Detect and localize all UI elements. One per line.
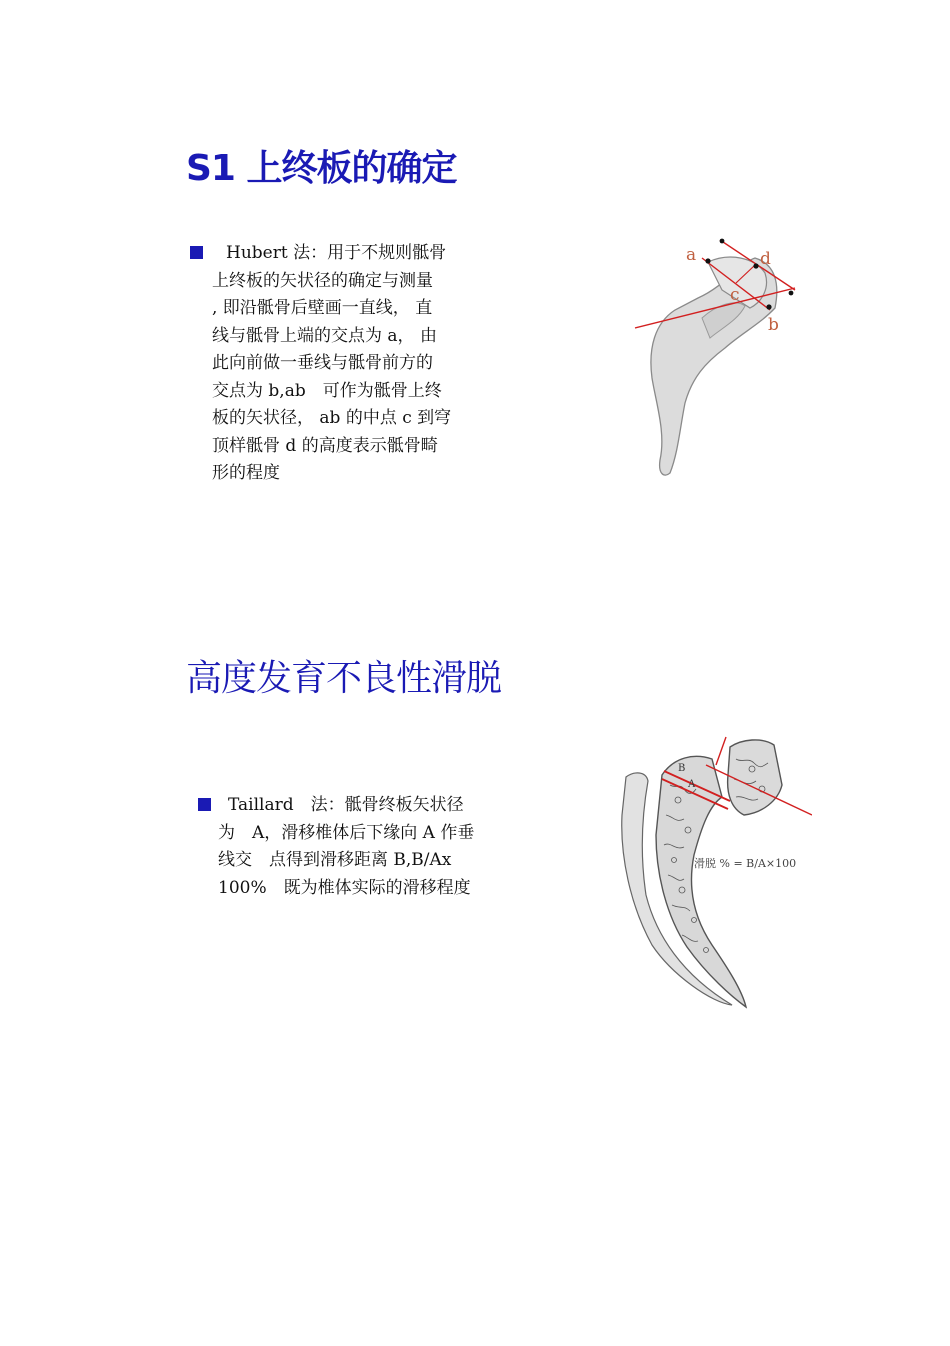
taillard-paragraph: [218, 792, 474, 902]
hubert-line: Hubert 法：用于不规则骶骨: [226, 243, 447, 263]
hubert-sacrum-figure: [630, 228, 805, 484]
hubert-line: 此向前做一垂线与骶骨前方的: [212, 353, 433, 373]
point-right: [789, 291, 794, 296]
bullet-marker-icon: [198, 798, 211, 811]
bullet-marker-icon: [190, 246, 203, 259]
hubert-line: 交点为 b,ab 可作为骶骨上终: [212, 380, 442, 401]
label-a: a: [686, 245, 697, 265]
label-c: c: [730, 285, 740, 305]
section1-title: S1 上终板的确定: [186, 148, 457, 189]
label-B: B: [678, 763, 686, 774]
taillard-line: 线交 点得到滑移距离 B,B/Ax: [218, 850, 452, 870]
point-a: [705, 258, 710, 263]
hubert-line: 板的矢状径， ab 的中点 c 到穹: [212, 408, 452, 428]
point-top: [720, 239, 725, 244]
hubert-line: 上终板的矢状径的确定与测量: [212, 270, 433, 291]
formula-label: 滑脱 % = B/A×100: [694, 857, 797, 870]
label-A: A: [688, 779, 696, 790]
taillard-line: 100% 既为椎体实际的滑移程度: [218, 877, 471, 898]
hubert-line: 形的程度: [212, 463, 280, 483]
section2-title: 高度发育不良性滑脱: [186, 658, 502, 699]
hubert-line: 顶样骶骨 d 的高度表示骶骨畸: [212, 435, 438, 456]
taillard-line: Taillard 法：骶骨终板矢状径: [228, 795, 464, 815]
label-b: b: [768, 315, 779, 335]
taillard-line: 为 A，滑移椎体后下缘向 A 作垂: [218, 822, 475, 843]
point-b: [766, 304, 771, 309]
hubert-paragraph: [212, 240, 451, 488]
point-d: [753, 263, 758, 268]
taillard-spine-figure: [612, 735, 812, 1015]
hubert-line: 线与骶骨上端的交点为 a， 由: [212, 325, 437, 346]
hubert-line: , 即沿骶骨后壁画一直线， 直: [212, 298, 433, 318]
label-d: d: [760, 249, 771, 269]
